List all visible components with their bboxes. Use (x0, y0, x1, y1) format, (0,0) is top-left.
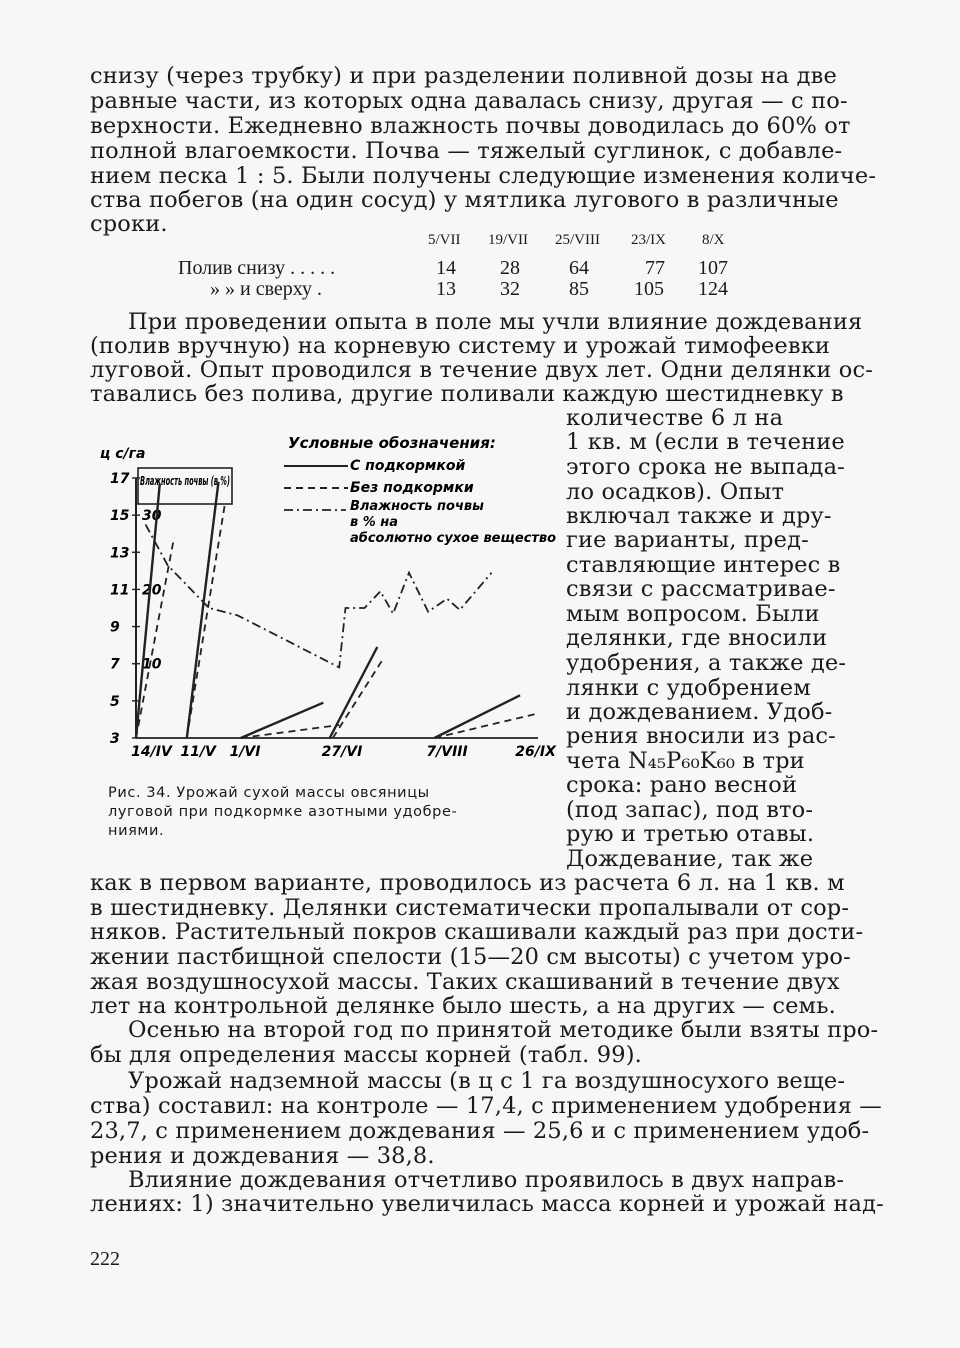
text-line: Урожай надземной массы (в ц с 1 га воздушносухого веще- (128, 1068, 846, 1094)
text-line: жая воздушносухой массы. Таких скашиваний в течение двух (90, 969, 840, 995)
text-line: няков. Растительный покров скашивали каждый раз при дости- (90, 919, 864, 945)
series-line-solid (434, 695, 520, 738)
x-tick-label: 11/V (180, 744, 216, 760)
text-line: рения вносили из рас- (566, 723, 836, 749)
text-line: срока: рано весной (566, 772, 798, 798)
text-line: (под запас), под вто- (566, 797, 814, 823)
figure-caption: Рис. 34. Урожай сухой массы овсяницы (108, 785, 430, 801)
table-header: 8/X (702, 232, 725, 248)
table-cell: 85 (569, 278, 589, 300)
x-tick-label: 26/IX (515, 744, 556, 760)
table-header: 5/VII (428, 232, 461, 248)
table-header: 25/VIII (555, 232, 600, 248)
text-line: полной влагоемкости. Почва — тяжелый суглинок, с добавле- (90, 138, 843, 164)
table-row-label: » » и сверху . (210, 278, 323, 300)
table-header: 23/IX (631, 232, 666, 248)
table-row-label: Полив снизу . . . . . (178, 257, 336, 279)
secondary-tick-label: 10 (142, 656, 162, 673)
text-line: Дождевание, так же (566, 846, 814, 872)
text-line: луговой. Опыт проводился в течение двух лет. Одни делянки ос- (90, 357, 873, 383)
text-line: сроки. (90, 211, 168, 237)
text-line: (полив вручную) на корневую систему и урожай тимофеевки (90, 333, 831, 359)
legend-item: Влажность почвы в % на абсолютно сухое вещество (350, 499, 557, 546)
table-cell: 32 (500, 278, 520, 300)
page-number: 222 (90, 1248, 120, 1270)
text-line: мым вопросом. Были (566, 601, 820, 627)
text-line: ства) составил: на контроле — 17,4, с применением удобрения — (90, 1093, 882, 1119)
table-cell: 77 (645, 257, 665, 279)
secondary-tick-label: 30 (142, 508, 162, 525)
x-tick-label: 1/VI (229, 744, 261, 760)
text-line: Влияние дождевания отчетливо проявилось в двух направ- (128, 1167, 845, 1193)
secondary-tick-label: 20 (142, 582, 162, 599)
text-line: рую и третью отавы. (566, 821, 815, 847)
legend-item: С подкормкой (350, 458, 466, 474)
x-tick-label: 27/VI (321, 744, 363, 760)
text-line: удобрения, а также де- (566, 650, 847, 676)
text-line: бы для определения массы корней (табл. 99). (90, 1042, 642, 1068)
text-line: этого срока не выпада- (566, 454, 845, 480)
text-line: количестве 6 л на (566, 405, 784, 431)
text-line: верхности. Ежедневно влажность почвы доводилась до 60% от (90, 113, 851, 139)
y-tick-label: 11 (110, 582, 130, 599)
text-line: включал также и дру- (566, 503, 832, 529)
text-line: рения и дождевания — 38,8. (90, 1143, 435, 1169)
figure-caption: луговой при подкормке азотными удобре- (108, 804, 458, 820)
table-cell: 105 (634, 278, 664, 300)
text-line: чета N₄₅P₆₀K₆₀ в три (566, 748, 805, 774)
y-tick-label: 9 (110, 619, 120, 636)
text-line: тавались без полива, другие поливали каждую шестидневку в (90, 381, 844, 407)
text-line: лянки с удобрением (566, 675, 811, 701)
text-line: ставляющие интерес в (566, 552, 841, 578)
series-line-dashed (434, 714, 536, 738)
text-line: связи с рассматривае- (566, 576, 836, 602)
y-tick-label: 13 (110, 545, 130, 562)
text-line: При проведении опыта в поле мы учли влияние дождевания (128, 309, 863, 335)
series-line-dashed (333, 658, 384, 738)
y-tick-label: 5 (110, 693, 120, 710)
text-line: лет на контрольной делянке было шесть, а на других — семь. (90, 993, 836, 1019)
text-line: и дождеванием. Удоб- (566, 699, 833, 725)
y-tick-label: 15 (110, 508, 130, 525)
x-tick-label: 7/VIII (426, 744, 468, 760)
table-cell: 107 (698, 257, 728, 279)
table-cell: 13 (436, 278, 456, 300)
table-cell: 124 (698, 278, 728, 300)
text-line: гие варианты, пред- (566, 527, 809, 553)
legend-title: Условные обозначения: (288, 434, 496, 452)
legend-item: Без подкормки (350, 480, 474, 496)
table-cell: 28 (500, 257, 520, 279)
text-line: ло осадков). Опыт (566, 479, 785, 505)
x-tick-label: 14/IV (131, 744, 172, 760)
table-header: 19/VII (488, 232, 528, 248)
series-line-solid (187, 482, 219, 738)
text-line: в шестидневку. Делянки систематически пропалывали от сор- (90, 895, 850, 921)
text-line: равные части, из которых одна давалась снизу, другая — с по- (90, 88, 848, 114)
series-line-solid (330, 647, 378, 738)
series-line-dashed (136, 537, 174, 738)
text-line: снизу (через трубку) и при разделении поливной дозы на две (90, 63, 837, 89)
text-line: нием песка 1 : 5. Были получены следующие изменения количе- (90, 163, 877, 189)
yield-chart (100, 430, 557, 760)
figure-caption: ниями. (108, 823, 165, 839)
text-line: Осенью на второй год по принятой методике были взяты про- (128, 1017, 879, 1043)
table-cell: 64 (569, 257, 589, 279)
text-line: 1 кв. м (если в течение (566, 429, 845, 455)
secondary-axis-label: Влажность почвы (в %) (140, 474, 230, 488)
text-line: 23,7, с применением дождевания — 25,6 и с применением удоб- (90, 1118, 870, 1144)
y-tick-label: 17 (110, 471, 130, 487)
text-line: делянки, где вносили (566, 625, 828, 651)
y-axis-label: ц с/га (100, 446, 146, 462)
y-tick-label: 7 (110, 656, 120, 673)
text-line: лениях: 1) значительно увеличилась масса корней и урожай над- (90, 1191, 884, 1217)
text-line: жении пастбищной спелости (15—20 см высоты) с учетом уро- (90, 944, 851, 970)
series-line-dashed (187, 504, 225, 738)
y-tick-label: 3 (110, 731, 120, 747)
text-line: ства побегов (на один сосуд) у мятлика лугового в различные (90, 187, 839, 213)
text-line: как в первом варианте, проводилось из расчета 6 л. на 1 кв. м (90, 870, 845, 896)
table-cell: 14 (436, 257, 456, 279)
